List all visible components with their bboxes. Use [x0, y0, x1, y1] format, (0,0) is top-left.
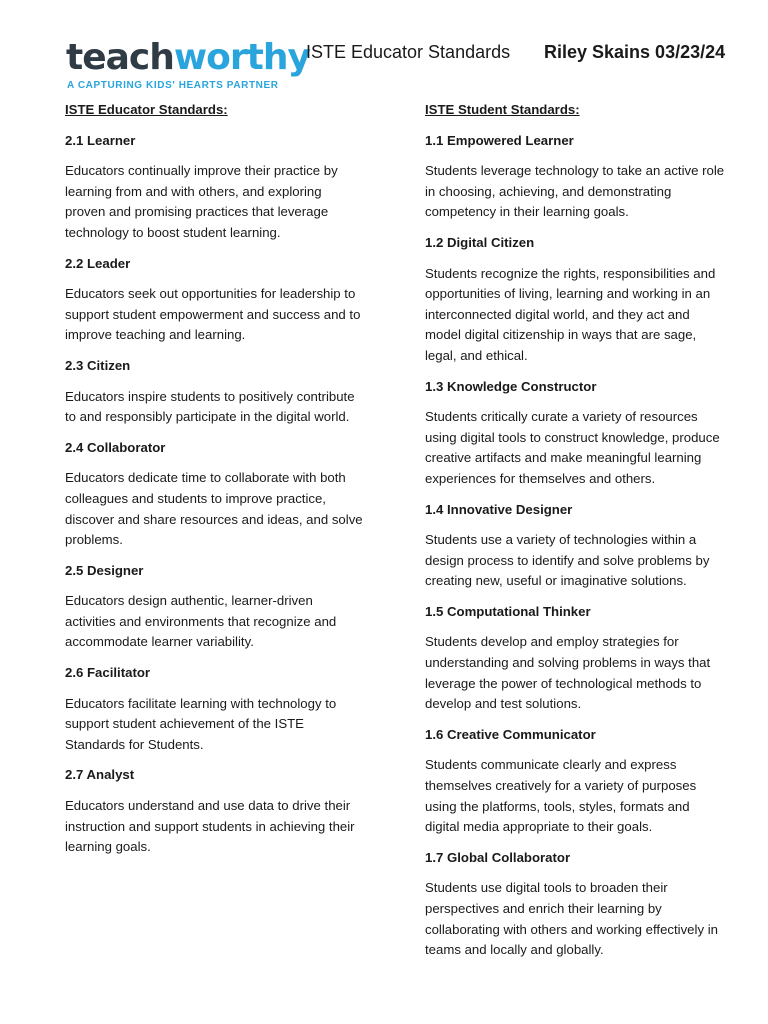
- section-body: Educators continually improve their practice by learning from and with others, and exploring proven and promising practices that leverage technology to boost student learning.: [65, 163, 338, 240]
- educator-standards-column: [65, 100, 365, 868]
- section-body: Students use digital tools to broaden their perspectives and enrich their learning by collaborating with others and working effectively in teams and locally and globally.: [425, 880, 718, 958]
- section-title: 1.2 Digital Citizen: [425, 234, 535, 250]
- section-title: 2.5 Designer: [65, 562, 144, 578]
- section-body: Educators facilitate learning with technology to support student achievement of the ISTE Standards for Students.: [65, 695, 337, 752]
- section-title: 2.7 Analyst: [65, 767, 135, 783]
- student-standards-heading: ISTE Student Standards:: [425, 102, 580, 117]
- section-title: 2.1 Learner: [65, 132, 136, 148]
- section-body: Students recognize the rights, responsibilities and opportunities of living, learning and working in an interconnected digital world, and they act and model digital citizenship in ways that are sage, legal, and ethical.: [425, 265, 716, 363]
- logo-word-teach: teach: [66, 37, 174, 78]
- section-title: 1.6 Creative Communicator: [425, 726, 596, 742]
- teachworthy-logo: [66, 37, 310, 96]
- logo-wordmark: [66, 37, 310, 78]
- section-title: 2.2 Leader: [65, 255, 131, 271]
- educator-standards-heading: ISTE Educator Standards:: [65, 102, 228, 117]
- section-body: Educators inspire students to positively contribute to and responsibly participate in the digital world.: [65, 388, 355, 425]
- section-body: Educators understand and use data to drive their instruction and support students in achieving their learning goals.: [65, 798, 355, 855]
- section-body: Educators seek out opportunities for leadership to support student empowerment and success and to improve teaching and learning.: [65, 286, 361, 343]
- section-title: 1.7 Global Collaborator: [425, 849, 571, 865]
- section-title: 1.4 Innovative Designer: [425, 501, 573, 517]
- section-title: 2.6 Facilitator: [65, 665, 151, 681]
- logo-word-worthy: worthy: [173, 37, 310, 78]
- section-body: Educators design authentic, learner-driven activities and environments that recognize and accommodate learner variability.: [65, 593, 337, 650]
- document-title: ISTE Educator Standards: [306, 42, 511, 62]
- logo-tagline: A CAPTURING KIDS' HEARTS PARTNER: [67, 80, 279, 91]
- student-standards-column: [425, 100, 725, 971]
- section-title: 2.4 Collaborator: [65, 439, 166, 455]
- section-body: Students critically curate a variety of resources using digital tools to construct knowledge, produce creative artifacts and make meaningful learning experiences for themselves and others.: [425, 409, 720, 486]
- section-title: 1.5 Computational Thinker: [425, 603, 591, 619]
- section-body: Students communicate clearly and express themselves creatively for a variety of purposes using the platforms, tools, styles, formats and digital media appropriate to their goals.: [425, 757, 697, 835]
- section-title: 1.1 Empowered Learner: [425, 132, 574, 148]
- section-body: Students leverage technology to take an active role in choosing, achieving, and demonstrating competency in their learning goals.: [425, 163, 725, 220]
- section-title: 1.3 Knowledge Constructor: [425, 378, 597, 394]
- section-body: Students develop and employ strategies for understanding and solving problems in ways that leverage the power of technological methods to develop and test solutions.: [425, 634, 711, 712]
- author-date: Riley Skains 03/23/24: [544, 42, 726, 62]
- section-body: Educators dedicate time to collaborate with both colleagues and students to improve practice, discover and share resources and ideas, and solve problems.: [65, 470, 363, 548]
- section-title: 2.3 Citizen: [65, 357, 131, 373]
- section-body: Students use a variety of technologies within a design process to identify and solve problems by creating new, useful or imaginative solutions.: [425, 532, 710, 589]
